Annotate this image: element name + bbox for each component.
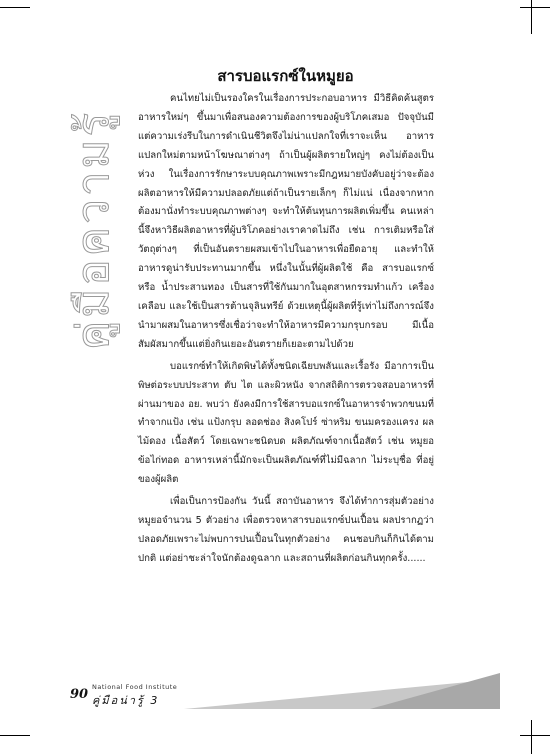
crop-mark (0, 7, 30, 8)
paragraph: คนไทยไม่เป็นรองใครในเรื่องการประกอบอาหาร มีวิธีคิดค้นสูตรอาหารใหม่ๆ ขึ้นมาเพื่อสนองความต้องการของผู้บริโภคเสมอ ปัจจุบันมีแต่ความเร่งรีบในการดำเนินชีวิตจึงไม่น่าแปลกใจที่เราจะเห็น อาหารแปลกใหม่ตามหน้าโฆษณาต่างๆ ถ้าเป็นผู้ผลิตรายใหญ่ๆ คงไม่ต้องเป็นห่วง ในเรื่องการรักษาระบบคุณภาพเพราะมีกฎหมายบังคับอยู่ว่าจะต้องผลิตอาหารให้มีความปลอดภัยแต่ถ้าเป็นรายเล็กๆ ก็ไม่แน่ เนื่องจากหากต้องมานั่งทำระบบคุณภาพต่างๆ จะทำให้ต้นทุนการผลิตเพิ่มขึ้น คนเหล่านี้จึงหาวิธีผลิตอาหารที่ผู้บริโภคอย่างเราคาดไม่ถึง เช่น การเติมหรือใส่วัตถุต่างๆ ที่เป็นอันตรายผสมเข้าไปในอาหารเพื่อยืดอายุ และทำให้อาหารดูน่ารับประทานมากขึ้น หนึ่งในนั้นที่ผู้ผลิตใช้ คือ สารบอแรกซ์ หรือ น้ำประสานทอง เป็นสารที่ใช้กันมากในอุตสาหกรรมทำแก้ว เครื่องเคลือบ และใช้เป็นสารต้านจุลินทรีย์ ด้วยเหตุนี้ผู้ผลิตที่รู้เท่าไม่ถึงการณ์จึงนำมาผสมในอาหารซึ่งเชื่อว่าจะทำให้อาหารมีความกรุบกรอบ มีเนื้อสัมผัสมากขึ้นแต่ยิ่งกินเยอะอันตรายก็เยอะตามไปด้วย (138, 93, 434, 350)
paragraph: บอแรกซ์ทำให้เกิดพิษได้ทั้งชนิดเฉียบพลันและเรื้อรัง มีอาการเป็นพิษต่อระบบประสาท ตับ ไต และผิวหนัง จากสถิติการตรวจสอบอาหารที่ผ่านมาของ อย. พบว่า ยังคงมีการใช้สารบอแรกซ์ในอาหารจำพวกขนมที่ทำจากแป้ง เช่น แป้งกรุบ ลอดช่อง สิงคโปร์ ซ่าหริม ขนมครองแครง ผลไม้ดอง เนื้อสัตว์ โดยเฉพาะชนิดบด ผลิตภัณฑ์จากเนื้อสัตว์ เช่น หมูยอ ข้อไก่ทอด อาหารเหล่านี้มักจะเป็นผลิตภัณฑ์ที่ไม่มีฉลาก ไม่ระบุชื่อ ที่อยู่ของผู้ผลิต (138, 360, 434, 486)
crop-mark (531, 720, 532, 754)
page-number: 90 (70, 687, 89, 702)
article-body (138, 90, 434, 572)
crop-mark (520, 7, 550, 8)
side-title-decoration (58, 80, 128, 380)
institute-label: National Food Institute (92, 683, 178, 691)
crop-mark (520, 735, 550, 736)
article-title: สารบอแรกซ์ในหมูยอ (217, 67, 354, 85)
side-title-text: คู่มือความรู้ (68, 109, 120, 351)
page-footer (70, 683, 490, 709)
crop-mark (0, 735, 30, 736)
crop-mark (531, 0, 532, 34)
book-title: คู่มือน่ารู้ 3 (92, 694, 160, 707)
paragraph: เพื่อเป็นการป้องกัน วันนี้ สถาบันอาหาร จึงได้ทำการสุ่มตัวอย่างหมูยอจำนวน 5 ตัวอย่าง เพื่อตรวจหาสารบอแรกซ์ปนเปื้อน ผลปรากฏว่า ปลอดภัยเพราะไม่พบการปนเปื้อนในทุกตัวอย่าง คนชอบกินก็กินได้ตามปกติ แต่อย่าชะล่าใจนักต้องดูฉลาก และสถานที่ผลิตก่อนกินทุกครั้ง...... (138, 496, 434, 564)
